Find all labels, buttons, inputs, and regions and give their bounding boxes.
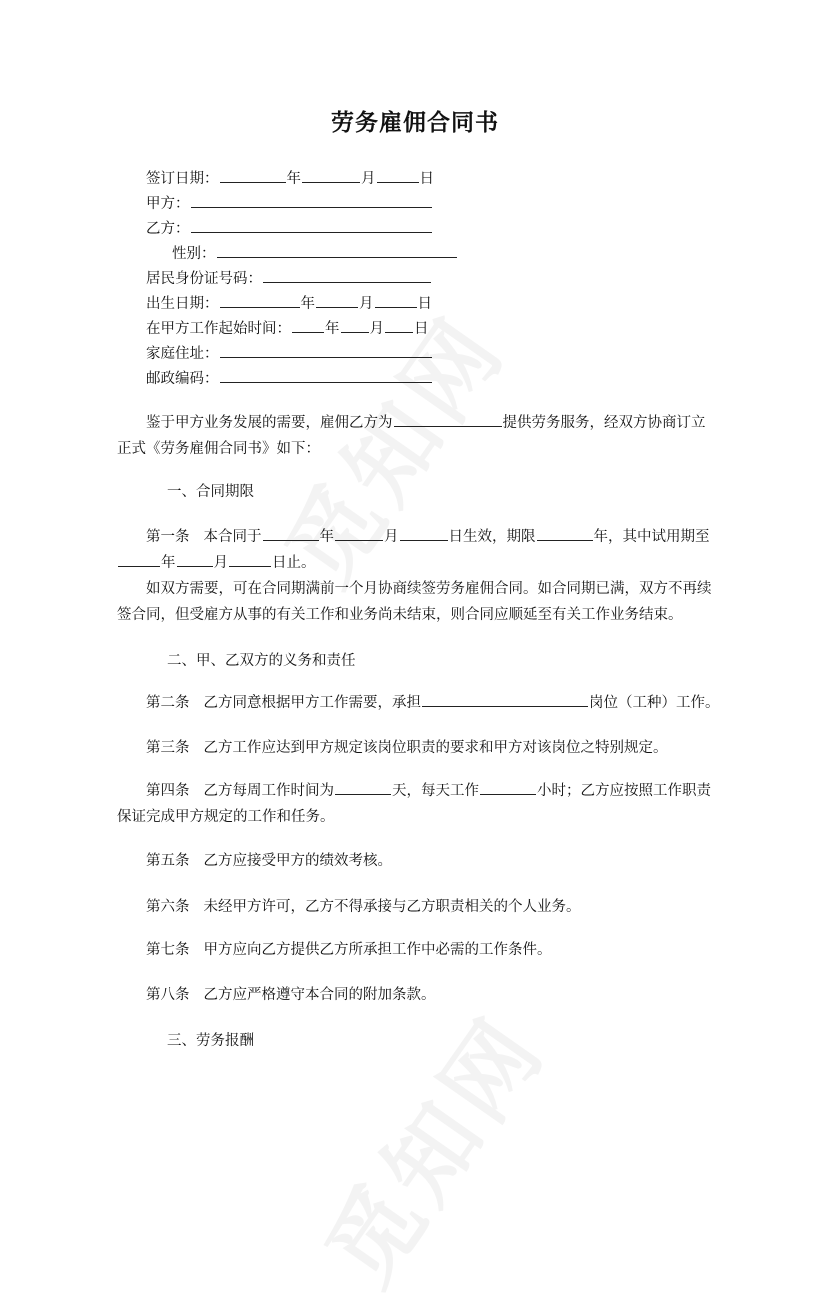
party-a-label: 甲方：	[146, 196, 190, 212]
gender-label: 性别：	[172, 246, 216, 262]
article8-text: 乙方应严格遵守本合同的附加条款。	[203, 987, 436, 1003]
section1-heading: 一、合同期限	[167, 484, 254, 500]
id-number-line	[146, 268, 432, 289]
art1-start-month-blank	[335, 526, 383, 541]
sign-month-blank	[302, 168, 360, 183]
article2-text-b: 岗位（工种）工作。	[589, 695, 720, 711]
art1-term-blank	[537, 526, 593, 541]
address-blank	[220, 343, 432, 358]
year-label: 年	[325, 321, 340, 337]
month-label: 月	[384, 529, 399, 545]
article1-paragraph	[117, 524, 717, 576]
party-b-line	[146, 218, 433, 239]
section2-heading: 二、甲、乙双方的义务和责任	[167, 653, 356, 669]
article4-text-b: 天，每天工作	[392, 783, 479, 799]
postcode-blank	[220, 368, 432, 383]
article3	[146, 738, 668, 758]
birth-day-blank	[375, 293, 417, 308]
day-label: 日	[419, 171, 434, 187]
watermark-bottom	[290, 985, 570, 1306]
preamble-paragraph	[117, 410, 715, 462]
article4-text-c: 小时；乙方应按照工作职责保证完成甲方规定的工作和任务。	[117, 783, 711, 825]
article1-text-c: 年，其中试用期至	[593, 529, 710, 545]
id-number-label: 居民身份证号码：	[146, 271, 262, 287]
article7-text: 甲方应向乙方提供乙方所承担工作中必需的工作条件。	[203, 942, 552, 958]
year-label: 年	[161, 555, 176, 571]
article8	[146, 985, 436, 1005]
hours-blank	[480, 780, 536, 795]
article4-text-a: 乙方每周工作时间为	[203, 783, 334, 799]
birth-date-label: 出生日期：	[146, 296, 219, 312]
article1-text-b: 日生效，期限	[448, 529, 536, 545]
postcode-label: 邮政编码：	[146, 371, 219, 387]
postcode-line	[146, 368, 433, 389]
birth-year-blank	[220, 293, 300, 308]
article5	[146, 851, 392, 871]
start-year-blank	[292, 318, 324, 333]
art1-trial-day-blank	[229, 552, 271, 567]
article1-text-d: 日止。	[272, 555, 316, 571]
article6	[146, 897, 581, 917]
day-label: 日	[417, 296, 432, 312]
birth-month-blank	[316, 293, 358, 308]
position-blank	[422, 692, 588, 707]
party-b-label: 乙方：	[146, 221, 190, 237]
year-label: 年	[319, 529, 334, 545]
month-label: 月	[213, 555, 228, 571]
art1-start-year-blank	[263, 526, 319, 541]
party-a-blank	[191, 193, 432, 208]
article6-label: 第六条	[146, 899, 190, 915]
article6-text: 未经甲方许可，乙方不得承接与乙方职责相关的个人业务。	[203, 899, 581, 915]
article7	[146, 940, 552, 960]
sign-date-line	[146, 168, 434, 189]
start-date-label: 在甲方工作起始时间：	[146, 321, 291, 337]
start-month-blank	[341, 318, 369, 333]
address-line	[146, 343, 433, 364]
days-blank	[335, 780, 391, 795]
article2-label: 第二条	[146, 695, 190, 711]
id-number-blank	[263, 268, 431, 283]
address-label: 家庭住址：	[146, 346, 219, 362]
start-day-blank	[385, 318, 413, 333]
section3-heading: 三、劳务报酬	[167, 1033, 254, 1049]
article3-label: 第三条	[146, 740, 190, 756]
sign-day-blank	[377, 168, 419, 183]
renewal-paragraph	[117, 576, 717, 628]
article2-text-a: 乙方同意根据甲方工作需要，承担	[203, 695, 421, 711]
document-title: 劳务雇佣合同书	[331, 109, 499, 136]
party-a-line	[146, 193, 433, 214]
art1-trial-month-blank	[177, 552, 213, 567]
article1-label: 第一条	[146, 529, 190, 545]
year-label: 年	[286, 171, 301, 187]
gender-line	[172, 243, 458, 264]
preamble-text-a: 鉴于甲方业务发展的需要，雇佣乙方为	[146, 415, 393, 431]
article4-label: 第四条	[146, 783, 190, 799]
article8-label: 第八条	[146, 987, 190, 1003]
article5-label: 第五条	[146, 853, 190, 869]
party-b-blank	[191, 218, 432, 233]
renewal-text: 如双方需要，可在合同期满前一个月协商续签劳务雇佣合同。如合同期已满，双方不再续签合同，但受雇方从事的有关工作和业务尚未结束，则合同应顺延至有关工作业务结束。	[117, 581, 712, 623]
day-label: 日	[414, 321, 429, 337]
sign-year-blank	[220, 168, 286, 183]
art1-start-day-blank	[400, 526, 448, 541]
month-label: 月	[361, 171, 376, 187]
month-label: 月	[359, 296, 374, 312]
gender-blank	[217, 243, 457, 258]
article7-label: 第七条	[146, 942, 190, 958]
sign-date-label: 签订日期：	[146, 171, 219, 187]
article5-text: 乙方应接受甲方的绩效考核。	[203, 853, 392, 869]
preamble-text-b: 提供劳务服务，经双方协商订立正式《劳务雇佣合同书》如下：	[117, 415, 706, 457]
article4-paragraph	[117, 778, 717, 830]
article2	[146, 692, 720, 713]
month-label: 月	[369, 321, 384, 337]
article3-text: 乙方工作应达到甲方规定该岗位职责的要求和甲方对该岗位之特别规定。	[203, 740, 668, 756]
employer-blank	[394, 412, 502, 427]
year-label: 年	[300, 296, 315, 312]
art1-trial-year-blank	[118, 552, 160, 567]
birth-date-line	[146, 293, 432, 314]
article1-text-a: 本合同于	[203, 529, 262, 545]
start-date-line	[146, 318, 429, 339]
